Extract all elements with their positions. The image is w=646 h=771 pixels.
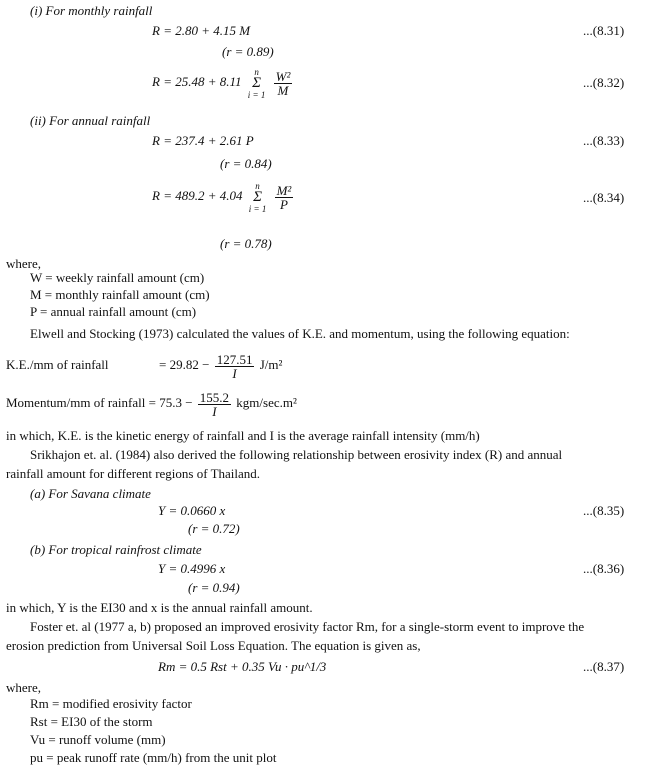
where-label: where,	[6, 256, 42, 271]
srikhajon-paragraph-line-1: Srikhajon et. al. (1984) also derived the following relationship between erosivity index (R) and annual	[30, 447, 563, 462]
monthly-heading: (i) For monthly rainfall	[30, 3, 153, 18]
equation-8-34	[152, 176, 295, 216]
correlation-r-2: (r = 0.84)	[220, 156, 272, 171]
equation-8-35: Y = 0.0660 x	[158, 503, 226, 518]
summation-symbol: n Σ i = 1	[248, 180, 267, 214]
definition-vu: Vu = runoff volume (mm)	[30, 732, 166, 747]
definition-w: W = weekly rainfall amount (cm)	[30, 270, 205, 285]
ke-note: in which, K.E. is the kinetic energy of rainfall and I is the average rainfall intensity (mm/h)	[6, 428, 480, 443]
ke-fraction: $\frac{127.51}{I}$	[216, 351, 253, 381]
fraction-w2-over-m: $\frac{\text{W²}}{M}$	[275, 68, 291, 98]
definition-m: M = monthly rainfall amount (cm)	[30, 287, 210, 302]
equation-number-8-33: ...(8.33)	[583, 133, 625, 148]
equation-8-37: Rm = 0.5 Rst + 0.35 Vu · pu^1/3	[158, 659, 327, 674]
foster-paragraph-line-2: erosion prediction from Universal Soil Loss Equation. The equation is given as,	[6, 638, 421, 653]
y-note: in which, Y is the EI30 and x is the annual rainfall amount.	[6, 600, 313, 615]
annual-heading: (ii) For annual rainfall	[30, 113, 151, 128]
correlation-r-3: (r = 0.78)	[220, 236, 272, 251]
fraction-m2-over-p: $\frac{\text{M²}}{P}$	[276, 182, 292, 212]
correlation-r-4: (r = 0.72)	[188, 521, 240, 536]
where-label-2: where,	[6, 680, 42, 695]
srikhajon-paragraph-line-2: rainfall amount for different regions of Thailand.	[6, 466, 261, 481]
definition-p: P = annual rainfall amount (cm)	[30, 304, 197, 319]
equation-8-31: R = 2.80 + 4.15 M	[152, 23, 251, 38]
equation-8-33: R = 237.4 + 2.61 P	[152, 133, 254, 148]
equation-number-8-36: ...(8.36)	[583, 561, 625, 576]
savana-heading: (a) For Savana climate	[30, 486, 151, 501]
ke-unit: J/m²	[259, 357, 283, 372]
equation-8-36: Y = 0.4996 x	[158, 561, 226, 576]
ke-equation	[6, 346, 282, 384]
momentum-equation	[6, 384, 297, 422]
tropical-heading: (b) For tropical rainfrost climate	[30, 542, 202, 557]
correlation-r-5: (r = 0.94)	[188, 580, 240, 595]
equation-number-8-31: ...(8.31)	[583, 23, 625, 38]
equation-number-8-34: ...(8.34)	[583, 190, 625, 205]
equation-number-8-37: ...(8.37)	[583, 659, 625, 674]
momentum-fraction: $\frac{155.2}{I}$	[199, 389, 230, 419]
definition-rst: Rst = EI30 of the storm	[30, 714, 153, 729]
summation-symbol: n Σ i = 1	[247, 66, 266, 100]
definition-rm: Rm = modified erosivity factor	[30, 696, 192, 711]
momentum-label: Momentum/mm of rainfall = 75.3 −	[6, 395, 193, 410]
equation-8-34-lhs: R = 489.2 + 4.04	[152, 188, 243, 203]
ke-rhs: = 29.82 −	[159, 357, 210, 372]
equation-number-8-35: ...(8.35)	[583, 503, 625, 518]
correlation-r-1: (r = 0.89)	[222, 44, 274, 59]
definition-pu: pu = peak runoff rate (mm/h) from the unit plot	[30, 750, 277, 765]
equation-8-32	[152, 62, 294, 102]
momentum-unit: kgm/sec.m²	[236, 395, 297, 410]
equation-8-32-lhs: R = 25.48 + 8.11	[152, 74, 242, 89]
ke-label: K.E./mm of rainfall	[6, 357, 109, 372]
foster-paragraph-line-1: Foster et. al (1977 a, b) proposed an improved erosivity factor Rm, for a single-storm event to improve the	[30, 619, 585, 634]
elwell-paragraph: Elwell and Stocking (1973) calculated the values of K.E. and momentum, using the following equation:	[30, 326, 570, 341]
equation-number-8-32: ...(8.32)	[583, 75, 625, 90]
